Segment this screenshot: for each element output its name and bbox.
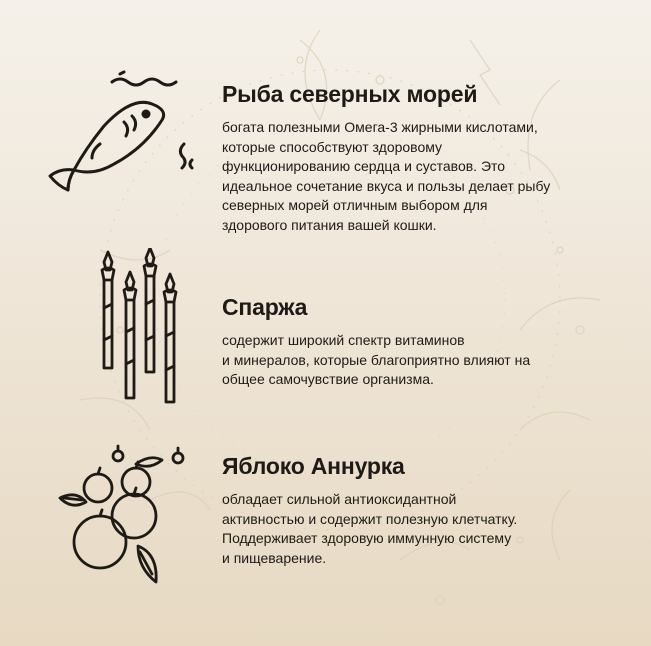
item-description [222, 118, 622, 235]
item-title: Рыба северных морей [222, 81, 478, 107]
item-description [222, 331, 622, 390]
desc-line: идеальное сочетание вкуса и пользы делает рыбу [222, 177, 551, 194]
desc-line: и пищеварение. [222, 549, 327, 566]
desc-line: общее самочувствие организма. [222, 371, 434, 387]
desc-line: обладает сильной антиоксидантной [222, 491, 457, 507]
item-description [222, 490, 622, 568]
item-title: Спаржа [222, 294, 308, 320]
fish-icon [44, 70, 204, 200]
desc-line: функционированию сердца и суставов. Это [222, 158, 506, 174]
desc-line: богата полезными Омега-3 жирными кислотами, [222, 119, 538, 135]
item-apple [222, 452, 622, 568]
item-asparagus [222, 293, 622, 390]
desc-line: активностью и содержит полезную клетчатку. [222, 510, 518, 527]
desc-line: которые способствуют здоровому [222, 138, 443, 155]
desc-line: северных морей отличным выбором для [222, 197, 488, 213]
desc-line: и минералов, которые благоприятно влияют на [222, 351, 531, 368]
item-fish [222, 80, 622, 235]
apple-icon [54, 442, 194, 588]
asparagus-icon [88, 248, 188, 408]
item-title: Яблоко Аннурка [222, 453, 405, 479]
desc-line: Поддерживает здоровую иммунную систему [222, 530, 512, 546]
desc-line: содержит широкий спектр витаминов [222, 332, 465, 348]
desc-line: здорового питания вашей кошки. [222, 216, 437, 233]
